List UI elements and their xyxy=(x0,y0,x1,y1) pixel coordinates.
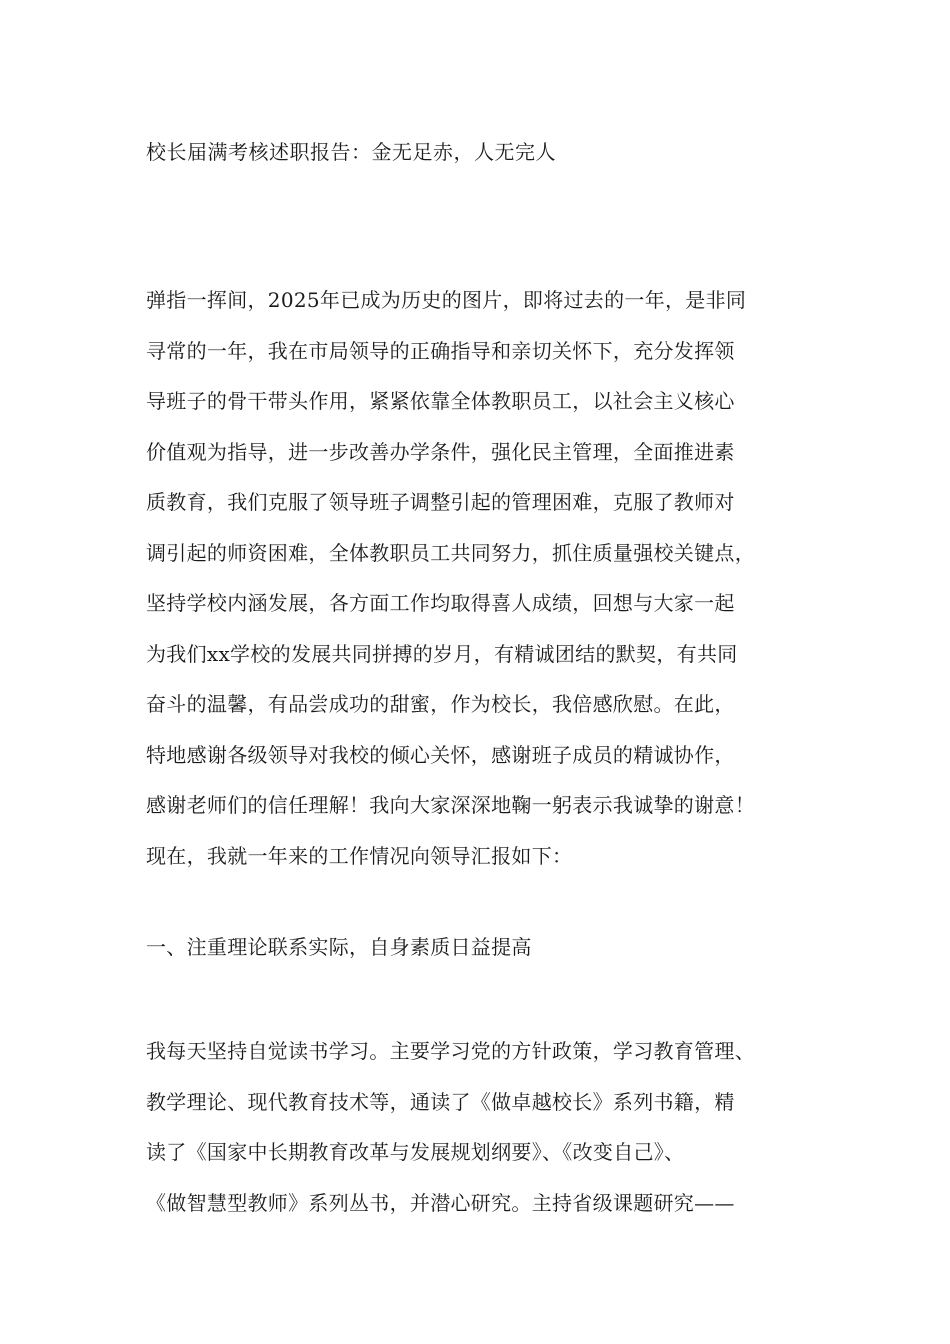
paragraph-line: 坚持学校内涵发展，各方面工作均取得喜人成绩，回想与大家一起 xyxy=(146,591,735,615)
paragraph-line: 感谢老师们的信任理解！我向大家深深地鞠一躬表示我诚挚的谢意！ xyxy=(146,793,755,817)
paragraph-line: 质教育，我们克服了领导班子调整引起的管理困难，克服了教师对 xyxy=(146,490,735,514)
paragraph-line: 寻常的一年，我在市局领导的正确指导和亲切关怀下，充分发挥领 xyxy=(146,338,735,363)
paragraph-line: 我每天坚持自觉读书学习。主要学习党的方针政策，学习教育管理、 xyxy=(146,1039,755,1063)
intro-paragraph xyxy=(146,275,836,881)
paragraph-line: 读了《国家中长期教育改革与发展规划纲要》、《改变自己》、 xyxy=(146,1140,685,1164)
paragraph-line: 价值观为指导，进一步改善办学条件，强化民主管理，全面推进素 xyxy=(146,439,735,464)
section-paragraph xyxy=(146,1026,836,1228)
section-heading: 一、注重理论联系实际，自身素质日益提高 xyxy=(146,935,532,959)
paragraph-line: 导班子的骨干带头作用，紧紧依靠全体教职员工，以社会主义核心 xyxy=(146,389,735,413)
paragraph-line: 为我们xx学校的发展共同拼搏的岁月，有精诚团结的默契，有共同 xyxy=(146,641,738,666)
paragraph-line: 现在，我就一年来的工作情况向领导汇报如下： xyxy=(146,843,573,868)
paragraph-line: 特地感谢各级领导对我校的倾心关怀，感谢班子成员的精诚协作， xyxy=(146,742,735,767)
document-title: 校长届满考核述职报告：金无足赤，人无完人 xyxy=(146,140,556,164)
paragraph-line: 调引起的师资困难，全体教职员工共同努力，抓住质量强校关键点， xyxy=(146,540,755,565)
paragraph-line: 弹指一挥间，2025年已成为历史的图片，即将过去的一年，是非同 xyxy=(146,288,747,312)
paragraph-line: 《做智慧型教师》系列丛书，并潜心研究。主持省级课题研究—— xyxy=(146,1190,735,1215)
paragraph-line: 教学理论、现代教育技术等，通读了《做卓越校长》系列书籍，精 xyxy=(146,1089,735,1114)
paragraph-line: 奋斗的温馨，有品尝成功的甜蜜，作为校长，我倍感欣慰。在此， xyxy=(146,692,735,716)
